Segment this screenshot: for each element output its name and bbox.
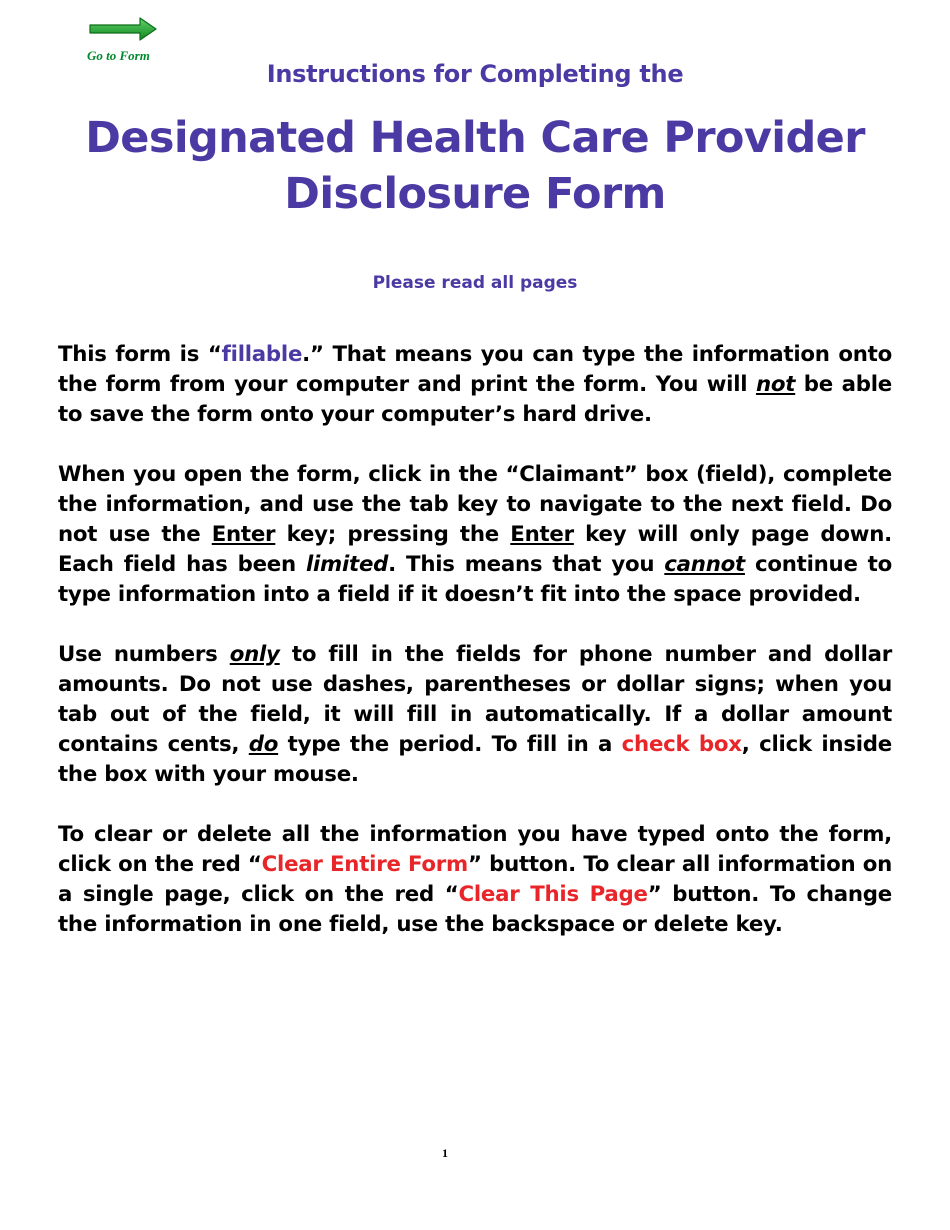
text-segment: key; pressing the <box>275 522 511 547</box>
read-all-pages-note: Please read all pages <box>372 273 578 293</box>
clear-entire-form-emphasis: Clear Entire Form <box>261 852 468 877</box>
text-segment: ” button. To clear all information on a single page, click on the red “ <box>58 852 892 907</box>
text-segment: To clear or delete all the information you have typed onto the form, click on the red “ <box>58 822 892 877</box>
cannot-emphasis: cannot <box>664 552 745 577</box>
paragraph-navigation <box>58 460 892 610</box>
clear-this-page-emphasis: Clear This Page <box>458 882 648 907</box>
right-arrow-icon <box>88 14 160 44</box>
paragraph-fillable <box>58 340 892 430</box>
text-segment: type the period. To fill in a <box>278 732 622 757</box>
paragraph-clearing <box>58 820 892 940</box>
text-segment: .” That means you can type the information onto the form from your computer and print the form. You will <box>58 342 892 397</box>
paragraph-numbers <box>58 640 892 790</box>
go-to-form-label: Go to Form <box>87 48 150 63</box>
not-emphasis: not <box>755 372 796 397</box>
page-title-line-1: Designated Health Care Provider <box>85 113 865 163</box>
check-box-emphasis: check box <box>621 732 742 757</box>
only-emphasis: only <box>229 642 280 667</box>
text-segment: continue to type information into a field if it doesn’t fit into the space provided. <box>58 552 892 607</box>
text-segment: , click inside the box with your mouse. <box>58 732 892 787</box>
text-segment: to fill in the fields for phone number and dollar amounts. Do not use dashes, parentheses or dollar signs; when you tab out of the field, it will fill in automatically. If a dollar amount contains cents, <box>58 642 893 757</box>
fillable-emphasis: fillable <box>221 342 303 367</box>
go-to-form-link[interactable] <box>84 14 166 66</box>
text-segment: key will only page down. Each field has been <box>58 522 892 577</box>
page-title-line-2: Disclosure Form <box>284 169 666 219</box>
text-segment: Use numbers <box>58 642 230 667</box>
page-subtitle: Instructions for Completing the <box>266 60 684 88</box>
limited-emphasis: limited <box>305 552 389 577</box>
enter-key-emphasis: Enter <box>510 522 574 547</box>
instructions-body <box>58 340 892 970</box>
text-segment: When you open the form, click in the “Claimant” box (field), complete the information, and use the tab key to navigate to the next field. Do not use the <box>58 462 892 547</box>
text-segment: ” button. To change the information in one field, use the backspace or delete key. <box>58 882 893 937</box>
text-segment: be able to save the form onto your computer’s hard drive. <box>58 372 892 427</box>
text-segment: . This means that you <box>388 552 665 577</box>
text-segment: This form is “ <box>58 342 222 367</box>
do-emphasis: do <box>248 732 279 757</box>
page-number: 1 <box>442 1146 448 1160</box>
enter-key-emphasis: Enter <box>211 522 276 547</box>
